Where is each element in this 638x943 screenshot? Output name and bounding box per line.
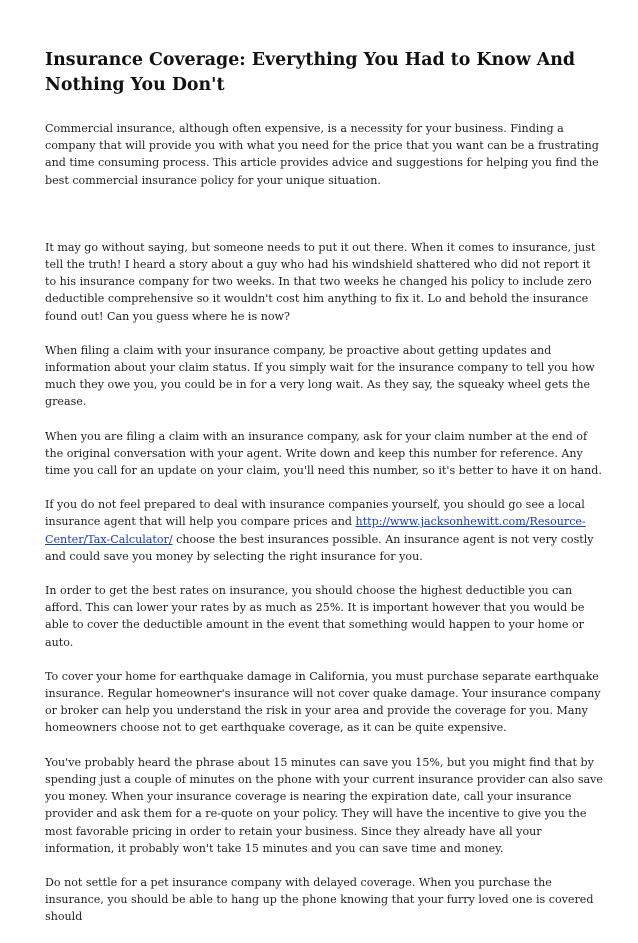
- paragraph-claim-updates: When filing a claim with your insurance company, be proactive about getting updates and information about your claim status. If you simply wait for the insurance company to tell you how much they owe you, you could be in for a very long wait. As they say, the squeaky wheel gets the grease.: [45, 343, 595, 409]
- page-title: Insurance Coverage: Everything You Had to Know And Nothing You Don't: [45, 50, 576, 95]
- paragraph-re-quote: You've probably heard the phrase about 15 minutes can save you 15%, but you might find that by spending just a couple of minutes on the phone with your current insurance provider can also save you money. When your insurance coverage is nearing the expiration date, call your insurance provider and ask them for a re-quote on your policy. They will have the incentive to give you the most favorable pricing in order to retain your business. Since they already have all your information, it probably won't take 15 minutes and you can save time and money.: [45, 755, 603, 855]
- paragraph-insurance-agent: [45, 496, 605, 565]
- paragraph-claim-number: When you are filing a claim with an insurance company, ask for your claim number at the end of the original conversation with your agent. Write down and keep this number for reference. Any time you call for an update on your claim, you'll need this number, so it's better to have it on hand.: [45, 429, 602, 478]
- paragraph-honesty: It may go without saying, but someone needs to put it out there. When it comes to insurance, just tell the truth! I heard a story about a guy who had his windshield shattered who did not report it to his insurance company for two weeks. In that two weeks he changed his policy to include zero deductible comprehensive so it wouldn't cost him anything to fix it. Lo and behold the insurance found out! Can you guess where he is now?: [45, 240, 596, 323]
- document-page: [45, 48, 605, 943]
- tax-calculator-link[interactable]: http://www.jacksonhewitt.com/Resource-Center/Tax-Calculator/: [45, 515, 586, 546]
- paragraph-deductible: In order to get the best rates on insurance, you should choose the highest deductible you can afford. This can lower your rates by as much as 25%. It is important however that you would be able to cover the deductible amount in the event that something would happen to your home or auto.: [45, 584, 585, 649]
- intro-paragraph: Commercial insurance, although often expensive, is a necessity for your business. Finding a company that will provide you with what you need for the price that you want can be a frustrating and time consuming process. This article provides advice and suggestions for helping you find the best commercial insurance policy for your unique situation.: [45, 122, 599, 187]
- paragraph-text-after-link: choose the best insurances possible. An insurance agent is not very costly and could save you money by selecting the right insurance for you.: [45, 532, 594, 563]
- paragraph-pet-insurance: Do not settle for a pet insurance company with delayed coverage. When you purchase the insurance, you should be able to hang up the phone knowing that your furry loved one is covered should: [45, 875, 594, 924]
- paragraph-earthquake: To cover your home for earthquake damage in California, you must purchase separate earthquake insurance. Regular homeowner's insurance will not cover quake damage. Your insurance company or broker can help you understand the risk in your area and provide the coverage for you. Many homeowners choose not to get earthquake coverage, as it can be quite expensive.: [45, 669, 601, 735]
- paragraph-text-before-link: If you do not feel prepared to deal with insurance companies yourself, you should go see a local insurance agent that will help you compare prices and: [45, 498, 585, 529]
